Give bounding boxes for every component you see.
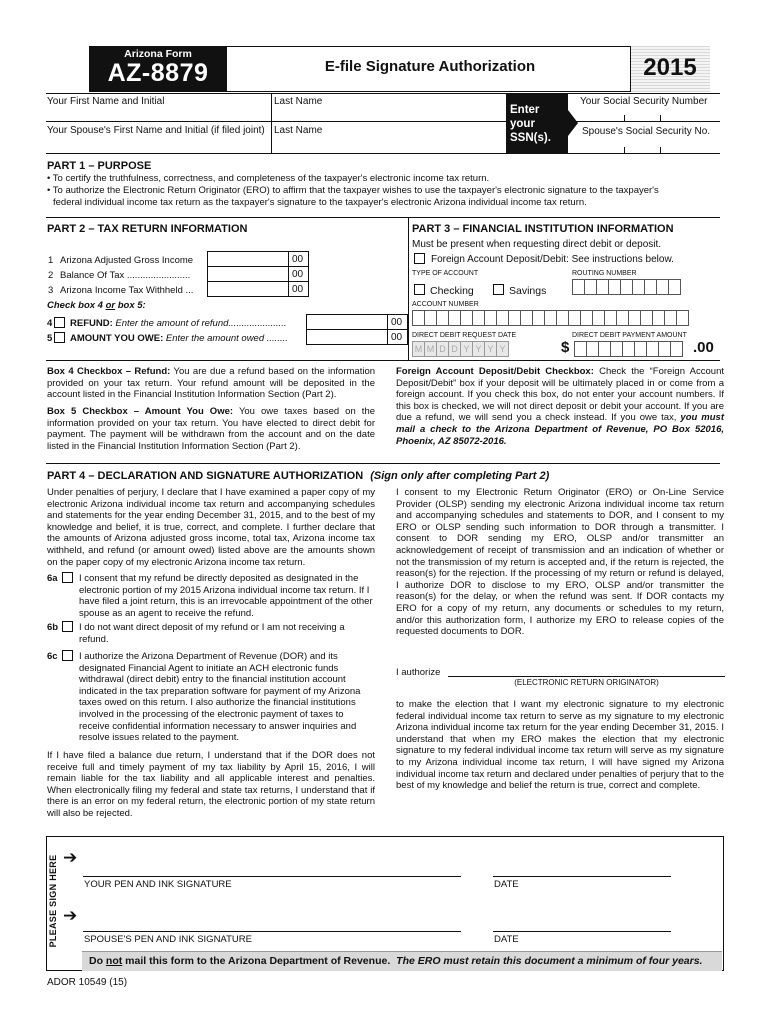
ssn-divider [660,115,661,121]
balance-tax-cents: 00 [288,266,309,282]
consent-6a-text: I consent that my refund be directly deposited as designated in the electronic portion of my 2015 Arizona individual income tax return. If I have filed a joint return, this is an irrevocable appointment of the other spouse as an agent to receive the refund. [79,573,373,619]
ero-consent: I consent to my Electronic Return Originator (ERO) or On-Line Service Provider (OLSP) sending my electronic Arizona individual income tax return and accompanying schedules and statements to DOR, and I consent to my ERO or OLSP sending such information to DOR through a transmitter. I consent to DOR sending my ERO, OLSP and/or transmitter an acknowledgement of receipt of transmission and an indication of whether or not the transmission of my return is accepted and, if the return is rejected, the reason(s) for the rejection. If the processing of my return or refund is delayed, I authorize DOR to disclose to my ERO, OLSP and/or transmitter the reason(s) for the delay, or when the refund was sent. If DOR contacts my ERO for a copy of my return, any documents or schedules to my return, and/or this authorization form, I authorize my ERO to release copies of the requested documents to DOR. [396,487,724,638]
ssn-divider [624,115,625,121]
type-of-account-label: TYPE OF ACCOUNT [412,270,479,277]
ero-name-field[interactable] [448,676,725,677]
ssn-divider [624,147,625,153]
debit-date-label: DIRECT DEBIT REQUEST DATE [412,332,517,339]
line-number: 6a [47,573,58,584]
ssn-divider [660,147,661,153]
refund-line [70,318,286,330]
date-cell: Y [484,341,497,357]
savings-label: Savings [509,285,547,297]
retain-notice-text [89,955,702,967]
agi-amount-field[interactable] [207,251,289,267]
line-number: 6c [47,651,58,662]
consent-6b-checkbox[interactable] [62,621,73,632]
part3-subtitle: Must be present when requesting direct debit or deposit. [412,239,662,250]
date-label: DATE [494,934,519,945]
balance-tax-amount-field[interactable] [207,266,289,282]
foreign-account-label: Foreign Account Deposit/Debit: See instructions below. [431,254,674,265]
form-identifier: ADOR 10549 (15) [47,977,128,988]
digit-cell [668,279,681,295]
withheld-amount-field[interactable] [207,281,289,297]
agi-cents: 00 [288,251,309,267]
check-note-a: Check box 4 [47,300,103,311]
spouse-signature-field[interactable] [83,931,461,932]
authorize-label: I authorize [396,667,441,678]
part2-title: PART 2 – TAX RETURN INFORMATION [47,223,248,235]
date-field[interactable] [493,876,671,877]
agi-label: Arizona Adjusted Gross Income [60,255,194,266]
refund-text: Enter the amount of refund...................... [115,318,287,329]
digit-cell [676,310,689,326]
arrow-right-icon: ➔ [63,848,78,868]
your-signature-field[interactable] [83,876,461,877]
form-label: Arizona Form [124,48,192,60]
arrow-right-icon: ➔ [63,906,78,926]
foreign-account-checkbox[interactable] [414,253,425,264]
withheld-cents: 00 [288,281,309,297]
foreign-text: Check the “Foreign Account Deposit/Debit” box if your deposit will be ultimately placed in or come from a foreign account. If you check this box, do not enter your account numbers. If this box is checked, we will not direct deposit or debit your account. If you are due a refund, we will send you a check instead. If you owe tax, [396,366,724,424]
date-cell: D [436,341,449,357]
digit-cell [670,341,683,357]
date-label: DATE [494,879,519,890]
consent-6c-text: I authorize the Arizona Department of Revenue (DOR) and its designated Financial Agent to initiate an ACH electronic funds withdrawal (direct debit) entry to the financial institution account indicated in the tax preparation software for payment of my Arizona taxes owed on this return. I also authorize the financial institutions involved in the processing of the electronic payment of taxes to receive confidential information necessary to answer inquiries and resolve issues related to the payment. [79,651,361,744]
amount-owe-text: Enter the amount owed ........ [165,333,288,344]
line-number: 3 [48,285,54,296]
form-id-block [89,46,227,92]
part4-title: PART 4 – DECLARATION AND SIGNATURE AUTHORIZATION [47,470,364,482]
consent-6b-text: I do not want direct deposit of my refund or I am not receiving a refund. [79,622,345,645]
part4-note: (Sign only after completing Part 2) [370,470,550,482]
foreign-mail-note: you must mail a check to the Arizona Department of Revenue, PO Box 52016, Phoenix, AZ 85072-2016. [396,412,724,447]
checking-label: Checking [430,285,474,297]
box4-title: Box 4 Checkbox – Refund: [47,366,171,377]
withheld-label: Arizona Income Tax Withheld ... [60,285,194,296]
foreign-title: Foreign Account Deposit/Debit Checkbox: [396,366,594,377]
amount-owe-label: AMOUNT YOU OWE: [70,333,164,344]
rule [46,463,720,464]
line-number: 6b [47,622,59,633]
notice-do: Do [89,955,103,967]
declaration-intro: Under penalties of perjury, I declare that I have examined a paper copy of my electronic Arizona individual income tax return and accompanying schedules and statements for the year ending December 31, 2015, and to the best of my knowledge and belief, it is true, correct, and complete. I further declare that the amounts of Arizona adjusted gross income, total tax, Arizona income tax withheld, and refund (or amount owed) listed above are the amounts shown on the paper copy of my electronic Arizona income tax return. [47,487,375,568]
part4-heading [47,470,549,482]
date-cell: Y [496,341,509,357]
ssn-field[interactable]: Your Social Security Number [580,96,708,107]
account-number-field[interactable] [412,310,688,326]
refund-checkbox[interactable] [54,317,65,328]
savings-checkbox[interactable] [493,284,504,295]
your-signature-label: YOUR PEN AND INK SIGNATURE [84,879,232,890]
ero-caption: (ELECTRONIC RETURN ORIGINATOR) [514,678,659,687]
debit-amount-field[interactable] [574,341,682,357]
form-title: E-file Signature Authorization [324,58,536,75]
line-number: 2 [48,270,54,281]
amount-owe-field[interactable] [306,329,388,345]
debit-amount-cents: .00 [693,339,714,356]
form-number: AZ-8879 [107,59,209,87]
box5-instructions [47,406,375,452]
rule [46,360,720,361]
spouse-ssn-field[interactable]: Spouse's Social Security No. [582,126,711,137]
rule [271,93,272,153]
box4-instructions [47,366,375,401]
check-note-or: or [105,300,116,311]
date-cell: M [412,341,425,357]
rule [46,121,506,122]
part1-bullet: federal individual income tax return as the taxpayer's signature to the taxpayer's electronic Arizona individual income tax return. [53,197,587,208]
part1-bullet: • To certify the truthfulness, correctness, and completeness of the taxpayer's electronic income tax return. [47,173,490,184]
enter-ssn-text: Enter your SSN(s). [510,104,551,144]
amount-owe-cents: 00 [387,329,408,345]
ero-election: to make the election that I want my electronic signature to my electronic federal individual income tax return to serve as my signature to my electronic Arizona individual income tax return for the year ending December 31, 2015. I understand that when my ERO makes the election that my electronic signature to my federal individual income tax return will serve as my signature to my Arizona individual income tax return, I will have signed my Arizona individual income tax return and declared under penalties of perjury that to the best of my knowledge and belief the return is true, correct and complete. [396,699,724,792]
date-cell: Y [460,341,473,357]
notice-mail: mail this form to the Arizona Department of Revenue. [125,955,391,967]
consent-6a-checkbox[interactable] [62,572,73,583]
consent-6c-checkbox[interactable] [62,650,73,661]
please-sign-here-label: PLEASE SIGN HERE [48,854,58,948]
rule [568,121,720,122]
spouse-signature-label: SPOUSE'S PEN AND INK SIGNATURE [84,934,252,945]
line-number: 1 [48,255,54,266]
line-number: 5 [47,333,53,344]
date-cell: M [424,341,437,357]
refund-cents: 00 [387,314,408,330]
check-note-b: box 5: [117,300,146,311]
dollar-sign: $ [561,339,570,356]
debit-date-field[interactable] [412,341,508,357]
foreign-instructions [396,366,724,447]
date-cell: D [448,341,461,357]
amount-owe-checkbox[interactable] [54,332,65,343]
box5-text: You owe taxes based on the information provided on your tax return. You have elected to direct debit for payment. The payment will be withdrawn from the account and on the date listed in the Financial Institution Information Section (Part 2). [47,406,376,452]
box4-text: You are due a refund based on the information provided on your tax return. Your refund amount will be deposited in the account listed in the Financial Institution Information Section (Part 2). [47,366,376,401]
amount-owe-line [70,333,288,345]
rule [408,217,409,360]
tax-year: 2015 [643,54,697,81]
routing-number-field[interactable] [572,279,680,295]
notice-retain: The ERO must retain this document a minimum of four years. [396,955,703,967]
rule [46,153,720,154]
part1-bullet: • To authorize the Electronic Return Originator (ERO) to affirm that the taxpayer wishes to use the taxpayer's electronic signature to the taxpayer's [47,185,659,196]
spouse-last-name-field[interactable]: Last Name [274,125,323,136]
line-number: 4 [47,318,53,329]
checking-checkbox[interactable] [414,284,425,295]
account-number-label: ACCOUNT NUMBER [412,301,479,308]
spouse-first-name-field[interactable]: Your Spouse's First Name and Initial (if filed joint) [47,125,265,136]
declaration-closing: If I have filed a balance due return, I understand that if the DOR does not receive full and timely payment of my tax liability by April 15, 2016, I will remain liable for the tax liability and all applicable interest and penalties. When electronically filing my federal and state tax returns, I understand that if there is an error on my federal return, the electronic portion of my state return will also be rejected. [47,750,375,819]
refund-amount-field[interactable] [306,314,388,330]
part3-title: PART 3 – FINANCIAL INSTITUTION INFORMATION [412,223,674,235]
part1-title: PART 1 – PURPOSE [47,160,152,172]
check-note [47,300,146,312]
last-name-field[interactable]: Last Name [274,96,323,107]
date-cell: Y [472,341,485,357]
refund-label: REFUND: [70,318,113,329]
box5-title: Box 5 Checkbox – Amount You Owe: [47,406,234,417]
rule [46,93,720,94]
debit-amount-label: DIRECT DEBIT PAYMENT AMOUNT [572,332,687,339]
first-name-field[interactable]: Your First Name and Initial [47,96,165,107]
date-field[interactable] [493,931,671,932]
rule [46,217,720,218]
balance-tax-label: Balance Of Tax ........................ [60,270,191,281]
notice-not: not [105,955,123,967]
routing-number-label: ROUTING NUMBER [572,270,637,277]
ssn-arrow-icon [568,110,578,136]
